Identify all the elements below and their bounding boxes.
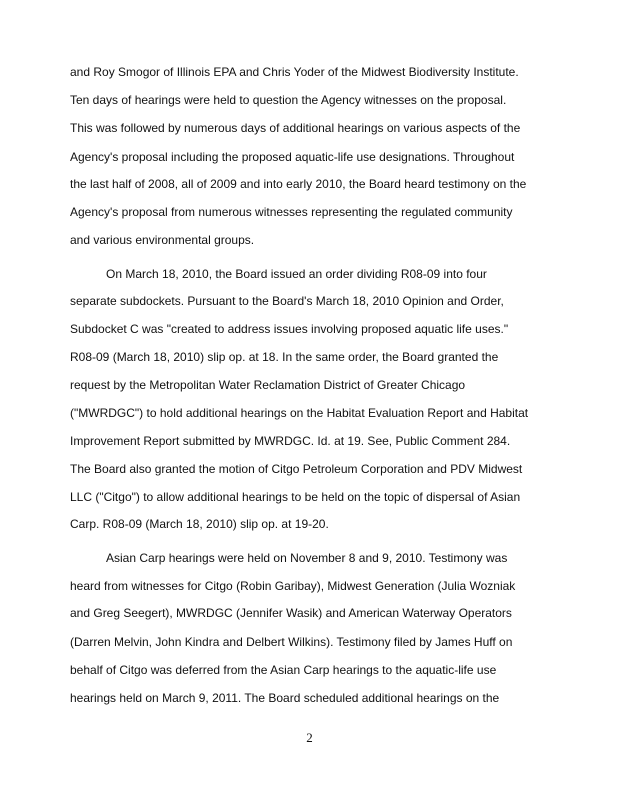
text-line: Improvement Report submitted by MWRDGC. Id. at 19. See, Public Comment 284. xyxy=(70,434,511,448)
text-line: behalf of Citgo was deferred from the Asian Carp hearings to the aquatic-life use xyxy=(70,663,497,677)
text-line: separate subdockets. Pursuant to the Board's March 18, 2010 Opinion and Order, xyxy=(70,294,504,308)
text-line: (Darren Melvin, John Kindra and Delbert Wilkins). Testimony filed by James Huff on xyxy=(70,635,513,649)
text-line: Asian Carp hearings were held on November 8 and 9, 2010. Testimony was xyxy=(106,551,508,565)
text-line: On March 18, 2010, the Board issued an order dividing R08-09 into four xyxy=(106,267,487,281)
text-line: R08-09 (March 18, 2010) slip op. at 18. In the same order, the Board granted the xyxy=(70,350,499,364)
text-line: Agency's proposal including the proposed aquatic-life use designations. Throughout xyxy=(70,150,515,164)
text-line: LLC ("Citgo") to allow additional hearings to be held on the topic of dispersal of Asian xyxy=(70,490,521,504)
text-line: and Roy Smogor of Illinois EPA and Chris Yoder of the Midwest Biodiversity Institute. xyxy=(70,65,519,79)
text-line: The Board also granted the motion of Citgo Petroleum Corporation and PDV Midwest xyxy=(70,462,523,476)
text-line: and various environmental groups. xyxy=(70,233,255,247)
page-number: 2 xyxy=(306,730,313,745)
text-line: Ten days of hearings were held to question the Agency witnesses on the proposal. xyxy=(70,93,507,107)
text-line: heard from witnesses for Citgo (Robin Garibay), Midwest Generation (Julia Wozniak xyxy=(70,579,516,593)
text-line: request by the Metropolitan Water Reclamation District of Greater Chicago xyxy=(70,378,466,392)
text-line: the last half of 2008, all of 2009 and into early 2010, the Board heard testimony on the xyxy=(70,177,527,191)
text-line: Agency's proposal from numerous witnesses representing the regulated community xyxy=(70,205,513,219)
text-line: and Greg Seegert), MWRDGC (Jennifer Wasik) and American Waterway Operators xyxy=(70,606,512,620)
text-line: hearings held on March 9, 2011. The Board scheduled additional hearings on the xyxy=(70,691,500,705)
text-line: ("MWRDGC") to hold additional hearings on the Habitat Evaluation Report and Habitat xyxy=(70,406,529,420)
text-line: Subdocket C was "created to address issues involving proposed aquatic life uses." xyxy=(70,322,509,336)
text-line: Carp. R08-09 (March 18, 2010) slip op. at 19-20. xyxy=(70,517,329,531)
text-line: This was followed by numerous days of additional hearings on various aspects of the xyxy=(70,121,521,135)
